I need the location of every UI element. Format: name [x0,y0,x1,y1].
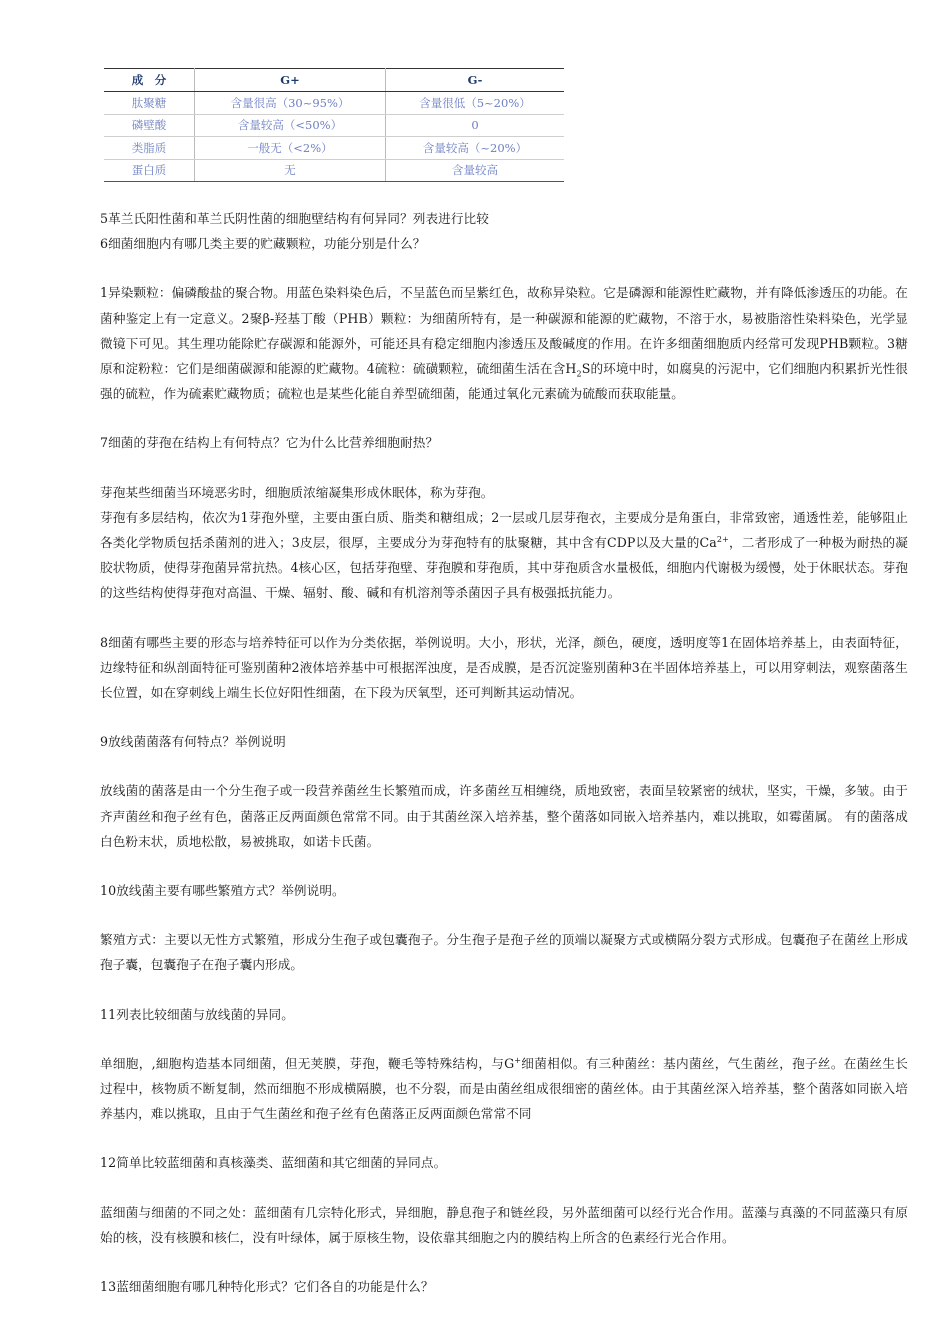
answer-12: 蓝细菌与细菌的不同之处：蓝细菌有几宗特化形式，异细胞，静息孢子和链丝段，另外蓝细菌可以经行光合作用。蓝藻与真藻的不同蓝藻只有原始的核，没有核膜和核仁，没有叶绿体，属于原核生物，设依靠其细胞之内的膜结构上所含的色素经行光合作用。 [100,1204,908,1245]
question-11: 11列表比较细菌与放线菌的异同。 [100,1006,294,1022]
table-cell: 肽聚糖 [104,92,195,115]
question-6: 6细菌细胞内有哪几类主要的贮藏颗粒，功能分别是什么？ [100,236,426,252]
table-header-cell: G- [386,69,565,92]
document-page [100,68,908,1299]
table-row [104,92,564,115]
table-cell: 含量较高（~20%） [386,137,565,160]
answer-6-text: 1异染颗粒：偏磷酸盐的聚合物。用蓝色染料染色后，不呈蓝色而呈紫红色，故称异染粒。它是磷源和能源性贮藏物，并有降低渗透压的功能。在菌种鉴定上有一定意义。2聚β-羟基丁酸（PHB）颗粒：为细菌所特有，是一种碳源和能源的贮藏物，不溶于水，易被脂溶性染料染色，光学显微镜下可见。其生理功能除贮存碳源和能源外，可能还具有稳定细胞内渗透压及酸碱度的作用。在许多细菌细胞质内经常可发现PHB颗粒。3糖原和淀粉粒：它们是细菌碳源和能源的贮藏物。4硫粒：硫磺颗粒，硫细菌生活在含H [100,285,908,377]
table-row [104,137,564,160]
table-cell: 蛋白质 [104,159,195,182]
answer-10: 繁殖方式：主要以无性方式繁殖，形成分生孢子或包囊孢子。分生孢子是孢子丝的顶端以凝聚方式或横隔分裂方式形成。包囊孢子在菌丝上形成孢子囊，包囊孢子在孢子囊内形成。 [100,932,908,973]
answer-7-text: 芽孢有多层结构，依次为1芽孢外壁，主要由蛋白质、脂类和糖组成；2一层或几层芽孢衣，主要成分是角蛋白，非常致密，通透性差，能够阻止各类化学物质包括杀菌剂的进入；3皮层，很厚，主要成分为芽孢特有的肽聚糖，其中含有CDP以及大量的Ca [100,509,908,551]
table-cell: 含量很高（30~95%） [195,92,386,115]
answer-7-text-cont: ，二者形成了一种极为耐热的凝胶状物质，使得芽孢菌异常抗热。4核心区，包括芽孢壁、芽孢膜和芽孢质，其中芽孢质含水量极低，细胞内代谢极为缓慢，处于休眠状态。芽孢的这些结构使得芽孢对高温、干燥、辐射、酸、碱和有机溶剂等杀菌因子具有极强抵抗能力。 [100,535,908,601]
table-cell: 0 [386,114,565,137]
cell-wall-comparison-table [104,68,564,182]
question-12: 12简单比较蓝细菌和真核藻类、蓝细菌和其它细菌的异同点。 [100,1155,447,1171]
table-cell: 类脂质 [104,137,195,160]
table-header-cell: 成 分 [104,69,195,92]
answer-11-text: 单细胞，,細胞构造基本同细菌，但无荚膜，芽孢，鞭毛等特殊结构，与G [100,1055,515,1071]
table-header-row [104,69,564,92]
answer-11 [100,1051,908,1127]
question-5: 5革兰氏阳性菌和革兰氏阴性菌的细胞壁结构有何异同？列表进行比较 [100,211,489,226]
table-cell: 无 [195,159,386,182]
subscript: 2 [576,369,582,379]
answer-11-text-cont: 细菌相似。有三种菌丝：基内菌丝，气生菌丝，孢子丝。在菌丝生长过程中，核物质不断复制，然而细胞不形成横隔膜，也不分裂，而是由菌丝组成很细密的菌丝体。由于其菌丝深入培养基，整个菌落如同嵌入培养基内，难以挑取，且由于气生菌丝和孢子丝有色菌落正反两面颜色常常不同 [100,1055,908,1122]
question-10: 10放线菌主要有哪些繁殖方式？举例说明。 [100,883,345,899]
table-row [104,159,564,182]
question-9: 9放线菌菌落有何特点？举例说明 [100,734,286,750]
table-cell: 含量较高 [386,159,565,182]
question-7: 7细菌的芽孢在结构上有何特点？它为什么比营养细胞耐热？ [100,435,439,451]
answer-9: 放线菌的菌落是由一个分生孢子或一段营养菌丝生长繁殖而成，许多菌丝互相缠绕，质地致密，表面呈较紧密的绒状，坚实，干燥，多皱。由于齐声菌丝和孢子丝有色，菌落正反两面颜色常常不同。由于其菌丝深入培养基，整个菌落如同嵌入培养基内，难以挑取，如霉菌属。 有的菌落成白色粉末状，质地松散，易被挑取，如诺卡氏菌。 [100,783,908,849]
answer-6-text-cont: S的环境中时，如腐臭的污泥中，它们细胞内积累折光性很强的硫粒，作为硫素贮藏物质；硫粒也是某些化能自养型硫细菌，能通过氧化元素硫为硫酸而获取能量。 [100,361,908,402]
question-13: 13蓝细菌细胞有哪几种特化形式？它们各自的功能是什么？ [100,1279,434,1295]
superscript: + [514,1055,522,1065]
table-cell: 含量较高（<50%） [195,114,386,137]
question-8: 8细菌有哪些主要的形态与培养特征可以作为分类依据，举例说明。大小，形状，光泽，颜色，硬度，透明度等1在固体培养基上，由表面特征，边缘特征和纵剖面特征可鉴别菌种2液体培养基中可根据浑浊度，是否成膜，是否沉淀鉴别菌种3在半固体培养基上，可以用穿刺法，观察菌落生长位置，如在穿刺线上端生长位好阳性细菌，在下段为厌氧型，还可判断其运动情况。 [100,634,908,701]
table-header-cell: G+ [195,69,386,92]
table-cell: 含量很低（5~20%） [386,92,565,115]
answer-7 [100,505,908,606]
answer-6 [100,280,908,406]
superscript: 2+ [716,534,729,544]
answer-7-intro: 芽孢某些细菌当环境恶劣时，细胞质浓缩凝集形成休眠体，称为芽孢。 [100,484,494,500]
table-row [104,114,564,137]
table-cell: 磷壁酸 [104,114,195,137]
table-cell: 一般无（<2%） [195,137,386,160]
